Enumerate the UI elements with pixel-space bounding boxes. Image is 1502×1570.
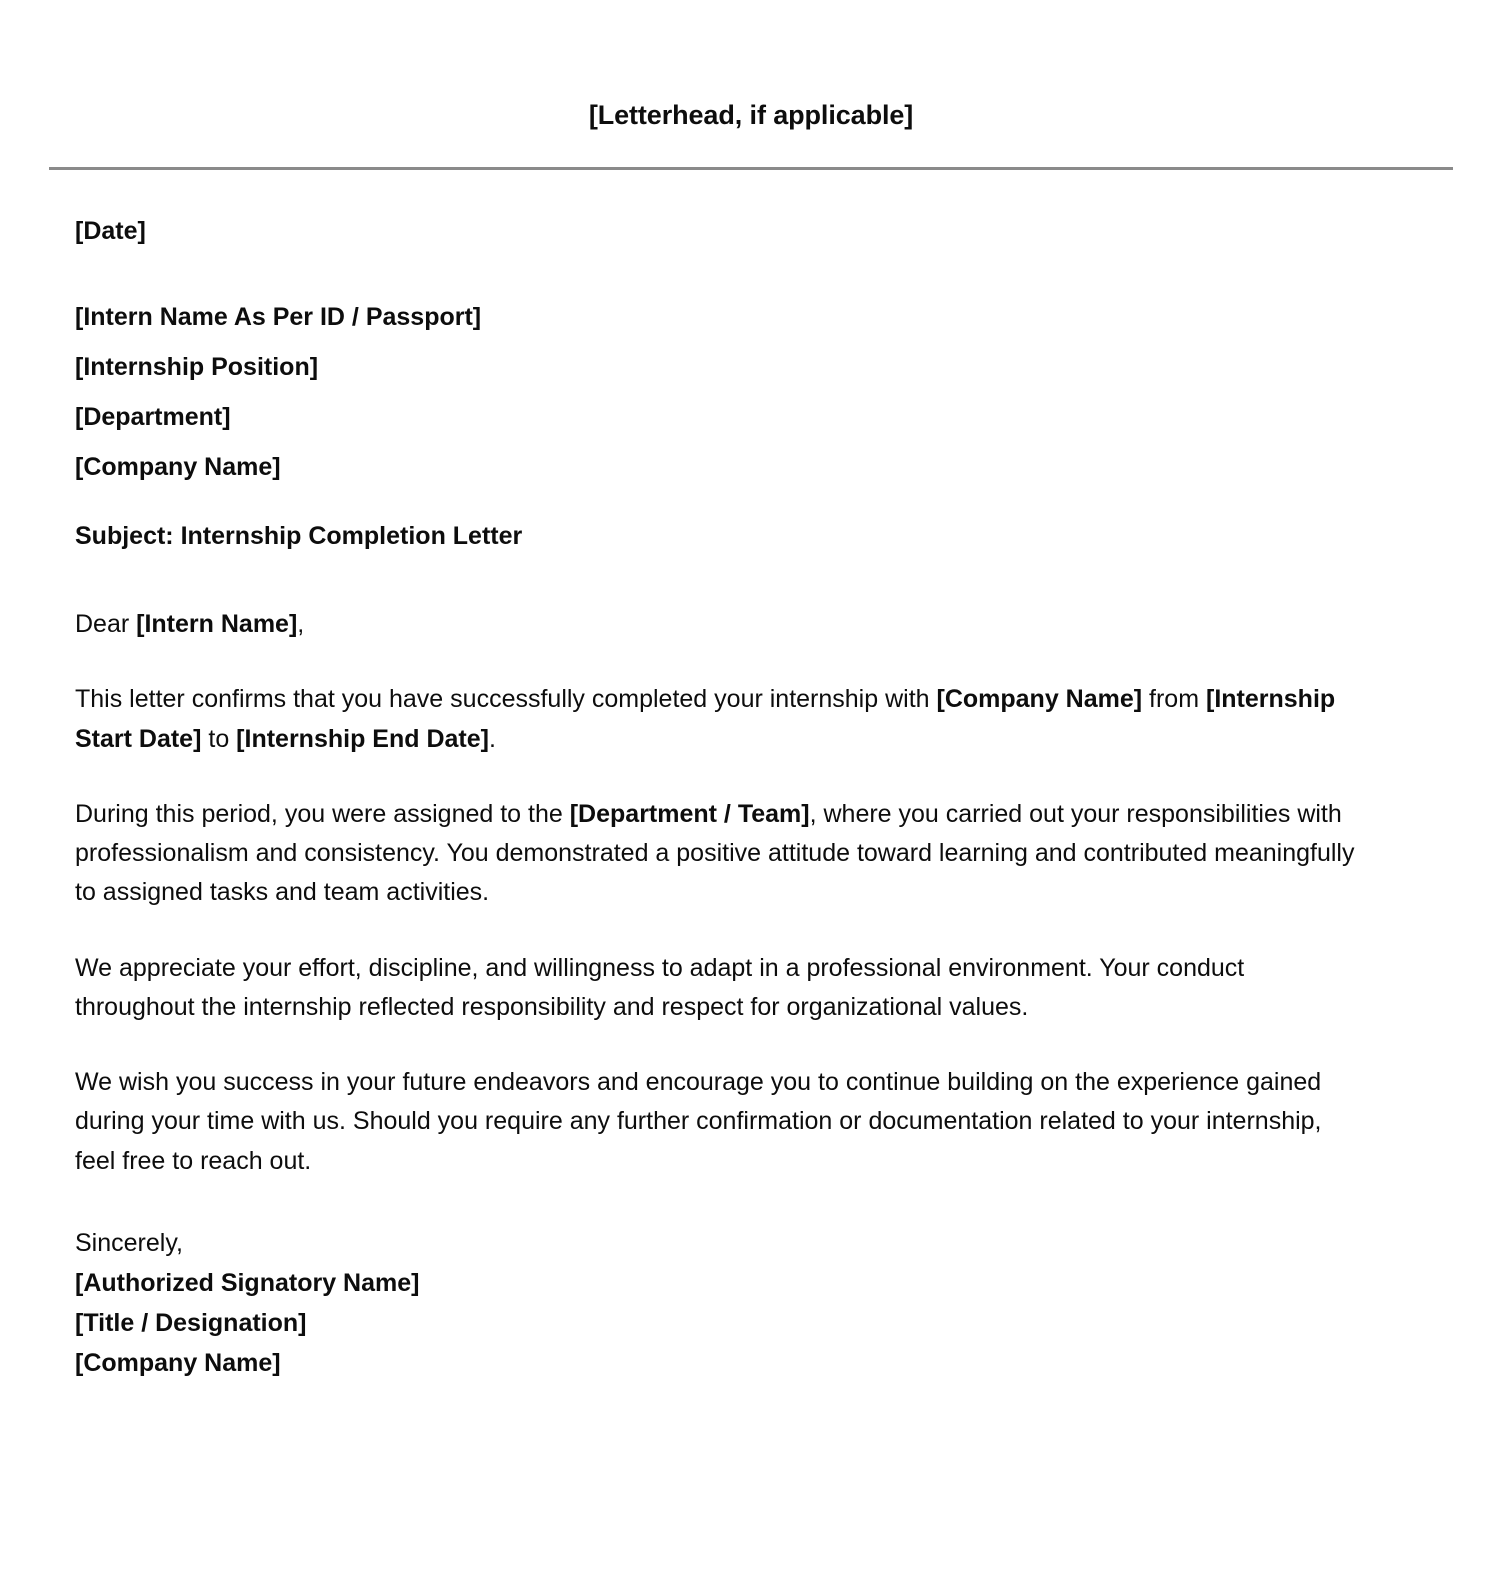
letter-body (0, 170, 1502, 1383)
paragraph-text: We wish you success in your future endeavors and encourage you to continue building on the experience gained during your time with us. Should you require any further confirmation or documentation related to your internship, feel free to reach out. (75, 1068, 1322, 1175)
placeholder-token: [Company Name] (936, 685, 1143, 714)
salutation-name: [Intern Name] (136, 610, 298, 639)
placeholder-token: [Internship Start Date] (75, 685, 1336, 753)
paragraph-text: . (488, 724, 496, 753)
paragraph-list (75, 644, 1427, 1181)
recipient-intern-name: [Intern Name As Per ID / Passport] (75, 303, 482, 332)
paragraph-text: We appreciate your effort, discipline, and willingness to adapt in a professional environment. Your conduct throughout the internship reflected responsibility and respect for organizational values. (75, 953, 1245, 1021)
signature-closing: Sincerely, (75, 1228, 183, 1257)
salutation-greeting: Dear (75, 610, 137, 639)
paragraph-confirmation (75, 644, 1365, 759)
salutation (75, 556, 1427, 644)
salutation-punctuation: , (297, 610, 305, 639)
recipient-position: [Internship Position] (75, 353, 319, 382)
signature-name: [Authorized Signatory Name] (75, 1268, 420, 1297)
paragraph-text: , where you carried out your responsibilities with professionalism and consistency. You demonstrated a positive attitude toward learning and contributed meaningfully to assigned tasks and team activities. (75, 799, 1355, 907)
paragraph-closing-wishes (75, 1027, 1365, 1181)
recipient-block (75, 251, 1427, 505)
paragraph-assignment (75, 759, 1365, 913)
letterhead-placeholder: [Letterhead, if applicable] (588, 100, 914, 130)
placeholder-token: [Department / Team] (569, 799, 810, 828)
signature-block (75, 1181, 1427, 1383)
paragraph-text: This letter confirms that you have successfully completed your internship with (75, 685, 937, 714)
paragraph-text: During this period, you were assigned to the (75, 799, 570, 828)
paragraph-text: from (1142, 685, 1206, 714)
placeholder-token: [Internship End Date] (236, 724, 489, 753)
signature-company: [Company Name] (75, 1348, 281, 1377)
recipient-department: [Department] (75, 403, 231, 432)
subject-line: Subject: Internship Completion Letter (75, 522, 523, 551)
signature-title: [Title / Designation] (75, 1308, 307, 1337)
paragraph-appreciation (75, 913, 1365, 1028)
recipient-company: [Company Name] (75, 453, 281, 482)
paragraph-text: to (201, 724, 237, 753)
date-placeholder: [Date] (75, 217, 146, 246)
